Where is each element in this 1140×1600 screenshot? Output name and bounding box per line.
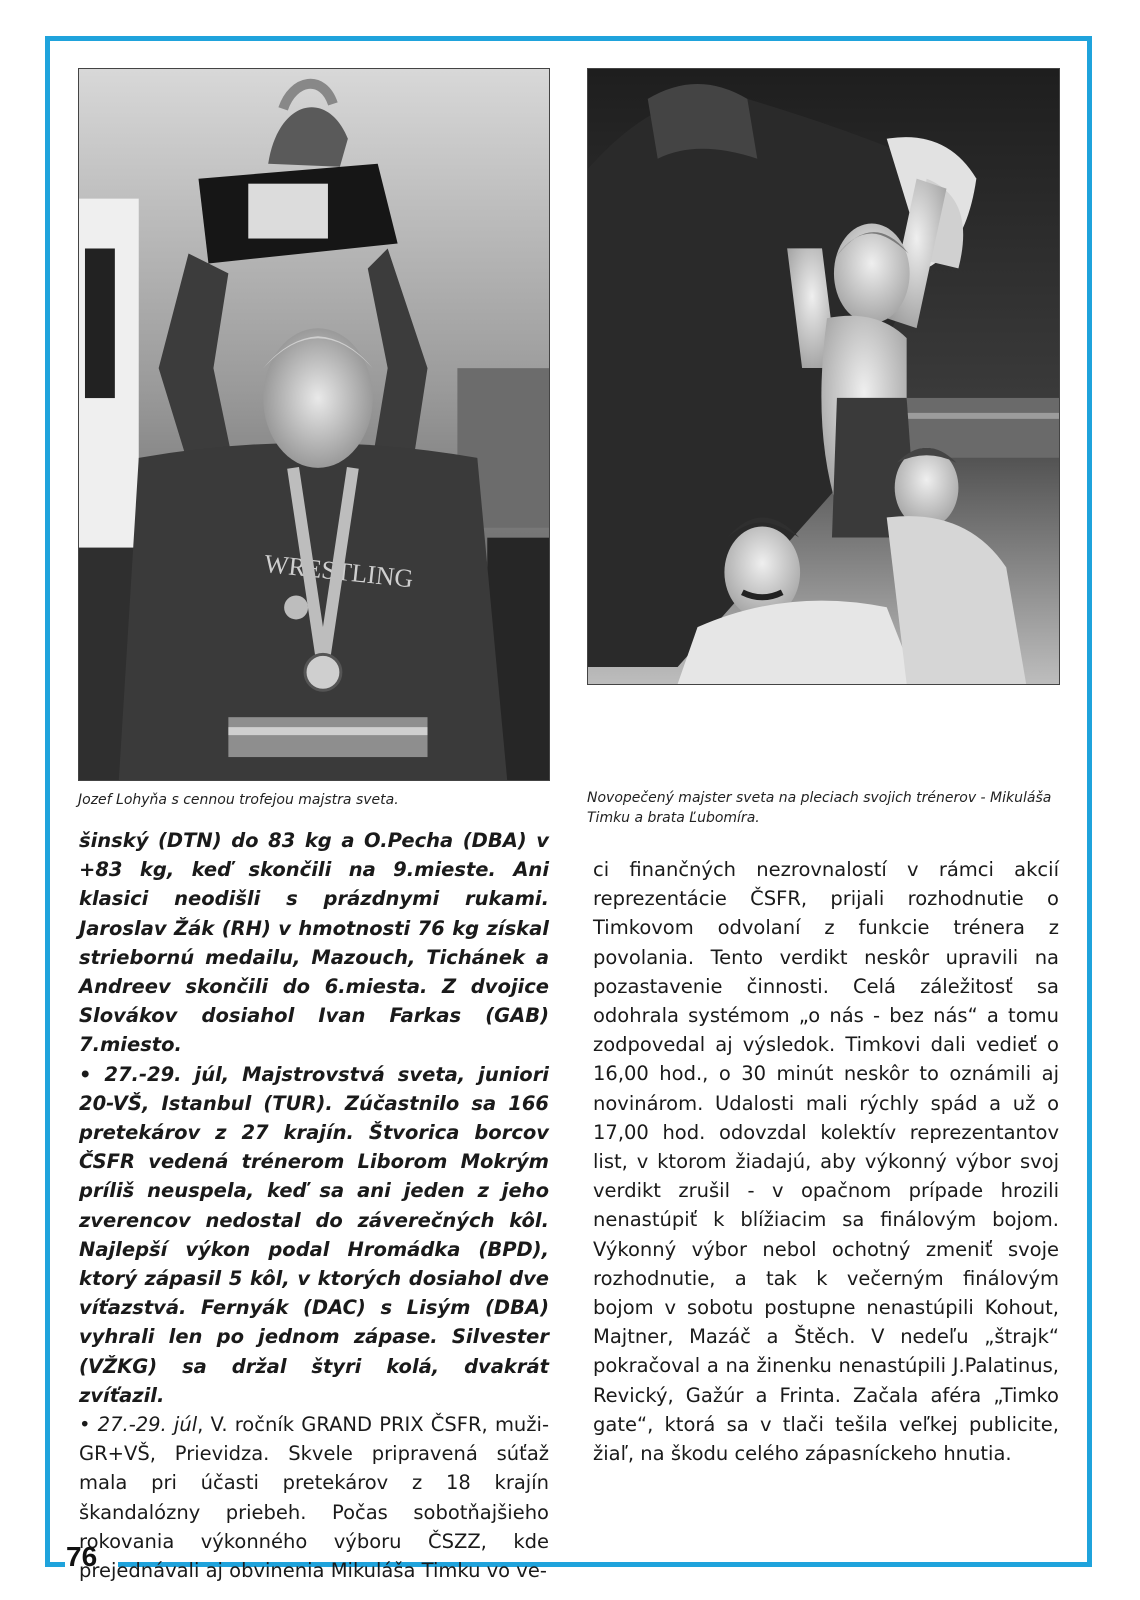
- article-paragraph: ci finančných nezrovnalostí v rámci akcií reprezentácie ČSFR, prijali rozhodnutie o Timkovom odvolaní z funkcie trénera z povolania. Tento verdikt neskôr upravili na pozastavenie činnosti. Celá záležitosť sa odohrala systémom „o nás - bez nás“ a tomu zodpovedal aj výsledok. Timkovi dali vedieť o 16,00 hod., o 30 minút neskôr to oznámili aj novinárom. Udalosti mali rýchly spád a už o 17,00 hod. odovzdal kolektív reprezentantov list, v ktorom žiadajú, aby výkonný výbor svoj verdikt zrušil - v opačnom prípade hrozili nenastúpiť k blížiacim sa finálovým bojom. Výkonný výbor nebol ochotný zmeniť svoje rozhodnutie, a tak k večerným finálovým bojom v sobotu postupne nenastúpili Kohout, Majtner, Mazáč a Štěch. V nedeľu „štrajk“ pokračoval a na žinenku nenastúpili J.Palatinus, Revický, Gažúr a Frinta. Začala aféra „Timko gate“, ktorá sa v tlači tešila veľkej publicite, žiaľ, na škodu celého zápasníckeho hnutia.: [593, 858, 1059, 1466]
- photo-trophy-wrestler: [78, 68, 550, 781]
- photo-caption-right: Novopečený majster sveta na pleciach svojich trénerov - Mikuláša Timku a brata Ľubomíra.: [587, 790, 1052, 826]
- article-paragraph: • 27.-29. júl, Majstrovstvá sveta, juniori 20-VŠ, Istanbul (TUR). Zúčastnilo sa 166 pretekárov z 27 krajín. Štvorica borcov ČSFR vedená trénerom Liborom Mokrým príliš neuspela, keď sa ani jeden z jeho zverencov nedostal do záverečných kôl. Najlepší výkon podal Hromádka (BPD), ktorý zápasil 5 kôl, v ktorých dosiahol dve víťazstvá. Fernyák (DAC) s Lisým (DBA) vyhrali len po jednom zápase. Silvester (VŽKG) sa držal štyri kolá, dvakrát zvíťazil.: [79, 1062, 549, 1407]
- photo-caption-left: Jozef Lohyňa s cennou trofejou majstra sveta.: [78, 792, 399, 808]
- shirt-lettering: WRESTLING: [262, 548, 415, 594]
- article-column-right: [593, 855, 1059, 1468]
- article-paragraph: [79, 1410, 549, 1585]
- page-border-bottom-left: [45, 1562, 65, 1567]
- article-paragraph: šinský (DTN) do 83 kg a O.Pecha (DBA) v +83 kg, keď skončili na 9.mieste. Ani klasici neodišli s prázdnymi rukami. Jaroslav Žák (RH) v hmotnosti 76 kg získal striebornú medailu, Mazouch, Tichánek a Andreev skončili do 6.miesta. Z dvojice Slovákov dosiahol Ivan Farkas (GAB) 7.miesto.: [79, 829, 549, 1057]
- article-text: , V. ročník GRAND PRIX ČSFR, muži-GR+VŠ, Prievidza. Skvele pripravená súťaž mala pri účasti pretekárov z 18 krajín škandalózny priebeh. Počas sobotňajšieho rokovania výkonného výboru ČSZZ, kde prejednávali aj obvinenia Mikuláša Timku vo ve-: [79, 1413, 549, 1583]
- event-date: • 27.-29. júl: [79, 1413, 198, 1437]
- page-number: 76: [66, 1541, 98, 1572]
- photo-champion-shoulders: [587, 68, 1060, 685]
- article-column-left: [79, 826, 549, 1585]
